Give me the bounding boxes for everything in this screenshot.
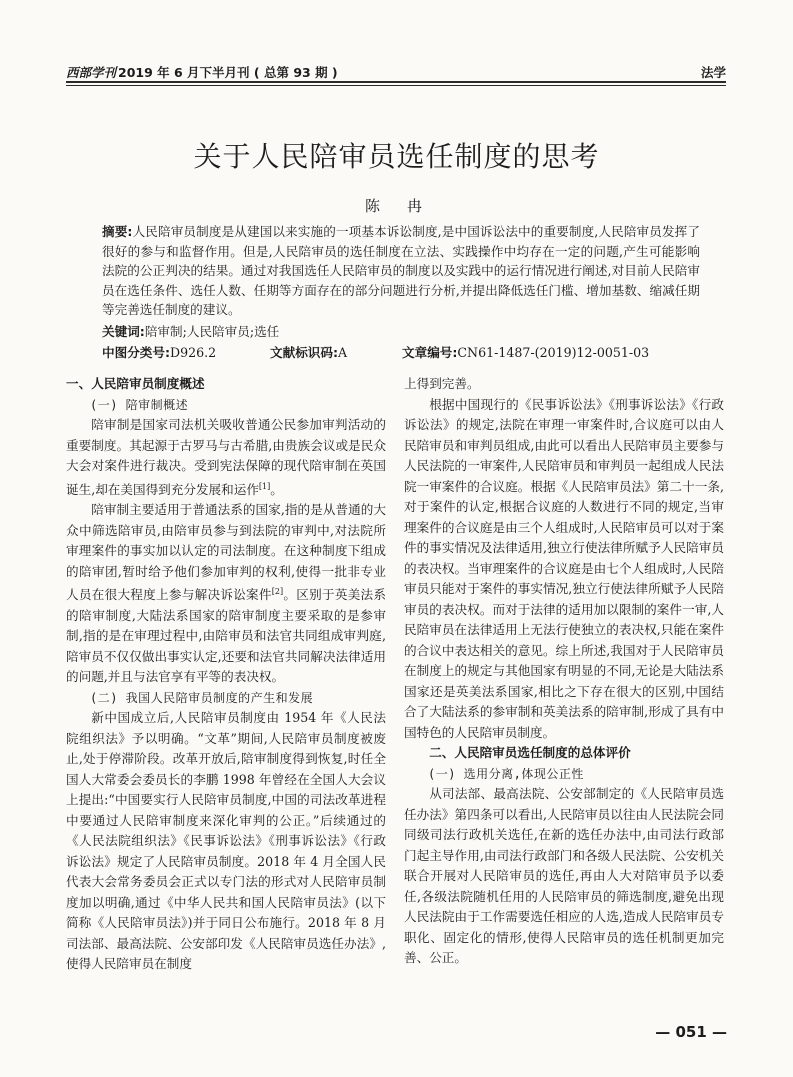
- paragraph: 上得到完善。: [404, 376, 480, 391]
- paragraph: 陪审制是国家司法机关吸收普通公民参加审判活动的重要制度。其起源于古罗马与古希腊,由贵族会议或是民众大会对案件进行裁决。受到宪法保障的现代陪审制在英国诞生,却在美国得到充分发展和运作[1]。: [66, 417, 386, 497]
- article-author: 陈 冉: [364, 197, 428, 215]
- paragraph: 从司法部、最高法院、公安部制定的《人民陪审员选任办法》第四条可以看出,人民陪审员以往由人民法院会同同级司法行政机关选任,在新的选任办法中,由司法行政部门起主导作用,由司法行政部门和各级人民法院、公安机关联合开展对人民陪审员的选任,再由人大对陪审员予以委任,各级法院随机任用的人民陪审员的筛选制度,避免出现人民法院由于工作需要选任相应的人选,造成人民陪审员专职化、固定化的情形,使得人民陪审员的选任机制更加完善、公正。: [404, 786, 724, 965]
- body-column-left: [66, 374, 386, 975]
- paragraph: 根据中国现行的《民事诉讼法》《刑事诉讼法》《行政诉讼法》的规定,法院在审理一审案件时,合议庭可以由人民陪审员和审判员组成,由此可以看出人民陪审员主要参与人民法院的一审案件,人民陪审员和审判员一起组成人民法院一审案件的合议庭。根据《人民陪审员法》第二十一条,对于案件的认定,根据合议庭的人数进行不同的规定,当审理案件的合议庭是由三个人组成时,人民陪审员可以对于案件的事实情况及法律适用,独立行使法律所赋予人民陪审员的表决权。当审理案件的合议庭是由七个人组成时,人民陪审员只能对于案件的事实情况,独立行使法律所赋予人民陪审员的表决权。而对于法律的适用加以限制的案件一审,人民陪审员在法律适用上无法行使独立的表决权,只能在案件的合议中表达相关的意见。综上所述,我国对于人民陪审员在制度上的规定与其他国家有明显的不同,无论是大陆法系国家还是英美法系国家,相比之下存在很大的区别,中国结合了大陆法系的参审制和英美法系的陪审制,形成了具有中国特色的人民陪审员制度。: [404, 396, 724, 740]
- citation-ref: [1]: [258, 481, 271, 491]
- header-rule: [66, 81, 726, 83]
- clc-number: 中图分类号:D926.2: [102, 345, 217, 360]
- keywords-label: 关键词:: [102, 324, 145, 339]
- article-number: 文章编号:CN61-1487-(2019)12-0051-03: [402, 345, 650, 360]
- article-title: 关于人民陪审员选任制度的思考: [193, 140, 600, 173]
- document-code: 文献标识码:A: [270, 345, 348, 360]
- body-column-right: [404, 374, 724, 969]
- keywords-text: 陪审制;人民陪审员;选任: [144, 324, 280, 339]
- subsection-heading: (一) 选用分离,体现公正性: [428, 766, 584, 781]
- issue-info: 2019 年 6 月下半月刊 ( 总第 93 期 ): [118, 65, 338, 80]
- subsection-heading: (一) 陪审制概述: [90, 397, 189, 412]
- journal-logo: 西部学刊: [66, 65, 117, 80]
- section-label: 法学: [700, 65, 726, 80]
- citation-ref: [2]: [271, 587, 284, 597]
- header-rule-thin: [66, 85, 726, 86]
- journal-masthead: [66, 63, 338, 81]
- abstract-label: 摘要:: [102, 224, 133, 239]
- section-heading: 二、人民陪审员选任制度的总体评价: [429, 745, 631, 760]
- page-number: — 051 —: [655, 1023, 727, 1041]
- section-heading: 一、人民陪审员制度概述: [66, 376, 205, 391]
- paragraph: 新中国成立后,人民陪审员制度由 1954 年《人民法院组织法》予以明确。“文革”期间,人民陪审员制度被废止,处于停滞阶段。改革开放后,陪审制度得到恢复,时任全国人大常委会委员长的李鹏 1998 年曾经在全国人大会议上提出:“中国要实行人民陪审员制度,中国的司法改革进程中要通过人民陪审制度来深化审判的公正。”后续通过的《人民法院组织法》《民事诉讼法》《刑事诉讼法》《行政诉讼法》规定了人民陪审员制度。2018 年 4 月全国人民代表大会常务委员会正式以专门法的形式对人民陪审员制度加以明确,通过《中华人民共和国人民陪审员法》(以下简称《人民陪审员法》)并于同日公布施行。2018 年 8 月司法部、最高法院、公安部印发《人民陪审员选任办法》,使得人民陪审员在制度: [66, 710, 386, 972]
- keywords: [102, 322, 279, 342]
- subsection-heading: (二) 我国人民陪审员制度的产生和发展: [90, 690, 314, 705]
- abstract: [102, 222, 700, 320]
- abstract-text: 人民陪审员制度是从建国以来实施的一项基本诉讼制度,是中国诉讼法中的重要制度,人民陪审员发挥了很好的参与和监督作用。但是,人民陪审员的选任制度在立法、实践操作中均存在一定的问题,产生可能影响法院的公正判决的结果。通过对我国选任人民陪审员的制度以及实践中的运行情况进行阐述,对目前人民陪审员在选任条件、选任人数、任期等方面存在的部分问题进行分析,并提出降低选任门槛、增加基数、缩减任期等完善选任制度的建议。: [102, 224, 700, 317]
- paragraph: 陪审制主要适用于普通法系的国家,指的是从普通的大众中筛选陪审员,由陪审员参与到法院的审判中,对法院所审理案件的事实加以认定的司法制度。在这种制度下组成的陪审团,暂时给予他们参加审判的权利,使得一批非专业人员在很大程度上参与解决诉讼案件[2]。区别于英美法系的陪审制度,大陆法系国家的陪审制度主要采取的是参审制,指的是在审理过程中,由陪审员和法官共同组成审判庭,陪审员不仅仅做出事实认定,还要和法官共同解决法律适用的问题,并且与法官享有平等的表决权。: [66, 502, 387, 685]
